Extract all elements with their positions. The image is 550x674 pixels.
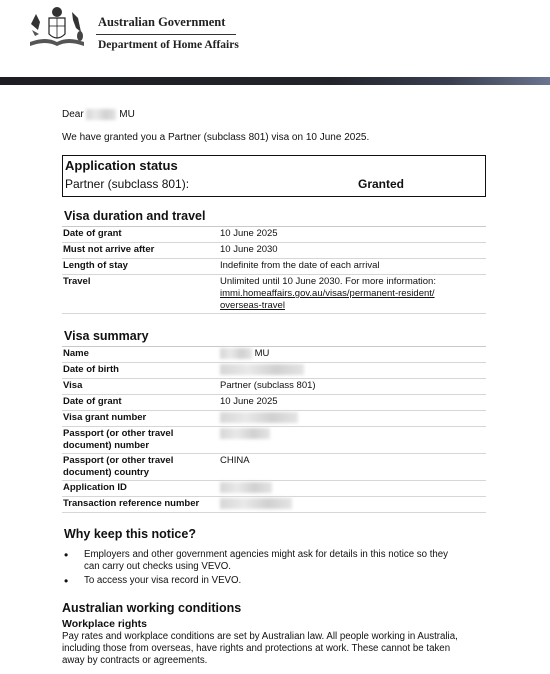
table-row xyxy=(62,243,486,259)
row-value: Indefinite from the date of each arrival xyxy=(220,260,380,271)
country-label-line-2: document) country xyxy=(63,467,150,478)
org-title: Australian Government xyxy=(98,15,226,29)
table-row xyxy=(62,454,486,481)
row-label: Must not arrive after xyxy=(63,244,155,255)
why-bullets xyxy=(62,549,488,589)
country-label-line-1: Passport (or other travel xyxy=(63,455,174,466)
row-label: Visa grant number xyxy=(63,412,147,423)
row-label: Application ID xyxy=(63,482,127,493)
department-title: Department of Home Affairs xyxy=(98,39,239,51)
row-value: 10 June 2025 xyxy=(220,396,278,407)
summary-title: Visa summary xyxy=(64,329,149,343)
para-line-3: away by contracts or agreements. xyxy=(62,655,208,666)
redacted-passport-number xyxy=(220,428,270,439)
row-value xyxy=(220,497,486,512)
list-item xyxy=(62,549,488,573)
para-line-1: Pay rates and workplace conditions are set by Australian law. All people working in Australia, xyxy=(62,631,458,642)
row-value xyxy=(220,347,486,362)
row-value: 10 June 2030 xyxy=(220,244,278,255)
travel-info-link-cont[interactable]: overseas-travel xyxy=(220,300,285,311)
row-label: Date of birth xyxy=(63,364,119,375)
table-row xyxy=(62,395,486,411)
redacted-trn xyxy=(220,498,292,509)
row-label: Name xyxy=(63,348,89,359)
row-value xyxy=(220,481,486,496)
para-line-2: including those from overseas, have rights and protections at work. These cannot be taken xyxy=(62,643,451,654)
bullet-text-line-1: Employers and other government agencies might ask for details in this notice so they xyxy=(84,549,449,560)
passport-label-line-1: Passport (or other travel xyxy=(63,428,174,439)
header-divider xyxy=(96,34,236,35)
workplace-rights-text xyxy=(62,631,488,667)
status-visa-label: Partner (subclass 801): xyxy=(65,177,190,191)
duration-table xyxy=(62,226,486,314)
bullet-icon: • xyxy=(64,548,69,562)
table-row xyxy=(62,347,486,363)
status-title: Application status xyxy=(65,158,178,173)
bullet-icon: • xyxy=(64,574,69,588)
grant-statement: We have granted you a Partner (subclass 801) visa on 10 June 2025. xyxy=(62,132,370,143)
row-label: Date of grant xyxy=(63,228,122,239)
application-status-box xyxy=(62,155,486,197)
duration-title: Visa duration and travel xyxy=(64,209,206,223)
list-item xyxy=(62,575,488,587)
table-row xyxy=(62,259,486,275)
redacted-application-id xyxy=(220,482,272,493)
table-row xyxy=(62,363,486,379)
header-band xyxy=(0,77,550,85)
salutation: Dear xyxy=(62,109,84,121)
coat-of-arms-logo xyxy=(26,4,88,50)
row-value xyxy=(220,427,486,453)
summary-table xyxy=(62,346,486,513)
table-row xyxy=(62,275,486,314)
why-title: Why keep this notice? xyxy=(64,527,196,541)
bullet-text-line-1: To access your visa record in VEVO. xyxy=(84,575,242,586)
table-row xyxy=(62,411,486,427)
redacted-given-name xyxy=(220,348,252,359)
row-value: CHINA xyxy=(220,455,250,466)
row-label: Transaction reference number xyxy=(63,498,200,509)
table-row xyxy=(62,481,486,497)
row-value: Partner (subclass 801) xyxy=(220,380,316,391)
table-row xyxy=(62,497,486,513)
row-value xyxy=(220,363,486,378)
row-label xyxy=(62,427,220,453)
row-value: 10 June 2025 xyxy=(220,228,278,239)
redacted-grant-number xyxy=(220,412,298,423)
row-label: Length of stay xyxy=(63,260,128,271)
table-row xyxy=(62,227,486,243)
workplace-rights-subtitle: Workplace rights xyxy=(62,618,147,630)
travel-info-link[interactable]: immi.homeaffairs.gov.au/visas/permanent-resident/ xyxy=(220,288,435,299)
row-label xyxy=(62,454,220,480)
redacted-dob xyxy=(220,364,304,375)
surname-value: MU xyxy=(254,348,270,360)
passport-label-line-2: document) number xyxy=(63,440,150,451)
row-value xyxy=(220,411,486,426)
travel-text: Unlimited until 10 June 2030. For more information: xyxy=(220,276,436,287)
bullet-text-line-2: can carry out checks using VEVO. xyxy=(84,561,231,572)
row-label: Visa xyxy=(63,380,83,391)
surname: MU xyxy=(119,109,135,121)
status-value: Granted xyxy=(358,177,405,191)
table-row xyxy=(62,379,486,395)
redacted-given-name xyxy=(86,109,116,120)
row-label: Travel xyxy=(63,276,91,287)
table-row xyxy=(62,427,486,454)
row-value xyxy=(220,275,486,313)
letterhead xyxy=(0,0,550,78)
salutation-line xyxy=(62,109,135,120)
working-title: Australian working conditions xyxy=(62,601,242,615)
row-label: Date of grant xyxy=(63,396,122,407)
